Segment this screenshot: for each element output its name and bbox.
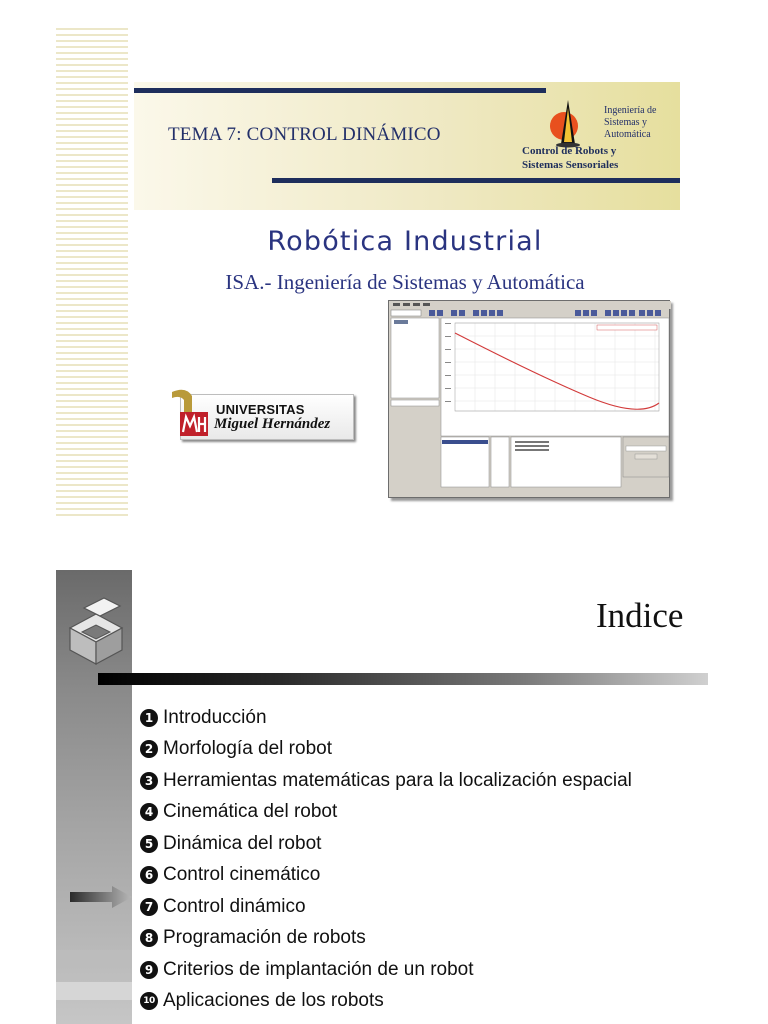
item-label: Programación de robots xyxy=(163,927,366,949)
item-number-badge: 4 xyxy=(140,803,158,821)
slide-subtitle: ISA.- Ingeniería de Sistemas y Automática xyxy=(225,270,585,294)
item-number-badge: 1 xyxy=(140,709,158,727)
item-number-badge: 2 xyxy=(140,740,158,758)
header-rule-bottom xyxy=(272,178,680,183)
index-item xyxy=(140,954,632,986)
item-label: Introducción xyxy=(163,706,267,728)
simulation-screenshot-graphic xyxy=(389,301,671,499)
index-item xyxy=(140,797,632,829)
item-label: Control dinámico xyxy=(163,895,306,917)
index-item xyxy=(140,734,632,766)
sidebar-band xyxy=(56,950,132,968)
topic-title: TEMA 7: CONTROL DINÁMICO xyxy=(168,124,441,145)
item-number-badge: 7 xyxy=(140,898,158,916)
index-item xyxy=(140,765,632,797)
item-number-badge: 8 xyxy=(140,929,158,947)
index-item-current xyxy=(140,891,632,923)
item-number-badge: 9 xyxy=(140,961,158,979)
isa-line: Ingeniería de xyxy=(604,105,657,116)
isa-logo-icon xyxy=(548,98,588,148)
umh-emblem-icon xyxy=(166,386,210,438)
item-number-badge: 5 xyxy=(140,835,158,853)
item-number-badge: 6 xyxy=(140,866,158,884)
toolbar xyxy=(391,310,661,316)
isa-line: Automática xyxy=(604,129,651,140)
item-label: Criterios de implantación de un robot xyxy=(163,958,474,980)
isa-department xyxy=(604,105,656,141)
item-label: Herramientas matemáticas para la localización espacial xyxy=(163,769,632,791)
university-name-line2: Miguel Hernández xyxy=(214,416,331,432)
item-number-badge: 3 xyxy=(140,772,158,790)
slide-title: Robótica Industrial xyxy=(267,226,543,257)
sidebar-band xyxy=(56,982,132,1000)
university-logo xyxy=(166,386,356,442)
course-line: Sistemas Sensoriales xyxy=(522,159,619,171)
heading-rule xyxy=(98,673,708,685)
item-label: Control cinemático xyxy=(163,864,321,886)
index-item xyxy=(140,828,632,860)
index-heading: Indice xyxy=(596,596,684,635)
header-rule-top xyxy=(134,88,546,93)
index-item xyxy=(140,702,632,734)
course-line: Control de Robots y xyxy=(522,145,617,157)
index-list xyxy=(140,702,632,1017)
index-item xyxy=(140,860,632,892)
index-item xyxy=(140,923,632,955)
simulation-screenshot xyxy=(388,300,670,498)
current-item-arrow-icon xyxy=(70,886,132,908)
university-name-line1: UNIVERSITAS xyxy=(216,402,305,417)
item-number-badge: 10 xyxy=(140,992,158,1010)
index-item xyxy=(140,986,632,1018)
index-slide xyxy=(0,570,768,1024)
item-label: Aplicaciones de los robots xyxy=(163,990,384,1012)
isa-line: Sistemas y xyxy=(604,117,648,128)
item-label: Morfología del robot xyxy=(163,738,332,760)
course-name xyxy=(522,144,618,172)
cube-logo-icon xyxy=(60,588,132,670)
item-label: Dinámica del robot xyxy=(163,832,322,854)
item-label: Cinemática del robot xyxy=(163,801,338,823)
